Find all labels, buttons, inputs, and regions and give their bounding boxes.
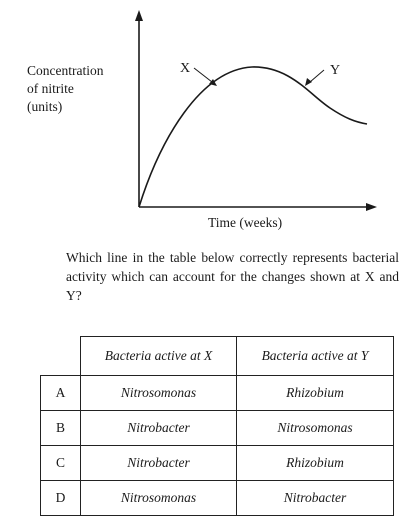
- row-bacteria-x: Nitrobacter: [81, 446, 237, 481]
- table-header-row: [41, 337, 394, 376]
- header-blank-cell: [41, 337, 81, 376]
- row-bacteria-y: Rhizobium: [237, 446, 394, 481]
- nitrite-graph: [0, 0, 415, 240]
- table-row: [41, 411, 394, 446]
- row-label: B: [41, 411, 81, 446]
- row-bacteria-x: Nitrosomonas: [81, 376, 237, 411]
- row-bacteria-x: Nitrosomonas: [81, 481, 237, 516]
- y-axis-label: Concentration of nitrite (units): [27, 63, 104, 114]
- row-bacteria-x: Nitrobacter: [81, 411, 237, 446]
- pointer-y-arrowhead: [305, 78, 312, 86]
- pointer-y: [310, 70, 324, 82]
- point-label-y: Y: [330, 63, 341, 78]
- table-row: [41, 446, 394, 481]
- pointer-x: [194, 68, 212, 82]
- table-row: [41, 376, 394, 411]
- row-label: D: [41, 481, 81, 516]
- x-axis-label: Time (weeks): [208, 215, 283, 230]
- header-bacteria-x: Bacteria active at X: [81, 337, 237, 376]
- row-label: A: [41, 376, 81, 411]
- header-bacteria-y: Bacteria active at Y: [237, 337, 394, 376]
- question-text: Which line in the table below correctly represents bacterial activity which can account for the changes shown at X and Y?: [66, 250, 399, 303]
- row-label: C: [41, 446, 81, 481]
- table-row: [41, 481, 394, 516]
- row-bacteria-y: Rhizobium: [237, 376, 394, 411]
- point-label-x: X: [180, 61, 191, 76]
- x-axis-arrow: [366, 203, 377, 211]
- row-bacteria-y: Nitrosomonas: [237, 411, 394, 446]
- y-axis-arrow: [135, 10, 143, 21]
- nitrite-curve: [139, 67, 367, 207]
- row-bacteria-y: Nitrobacter: [237, 481, 394, 516]
- answer-table: [40, 336, 394, 516]
